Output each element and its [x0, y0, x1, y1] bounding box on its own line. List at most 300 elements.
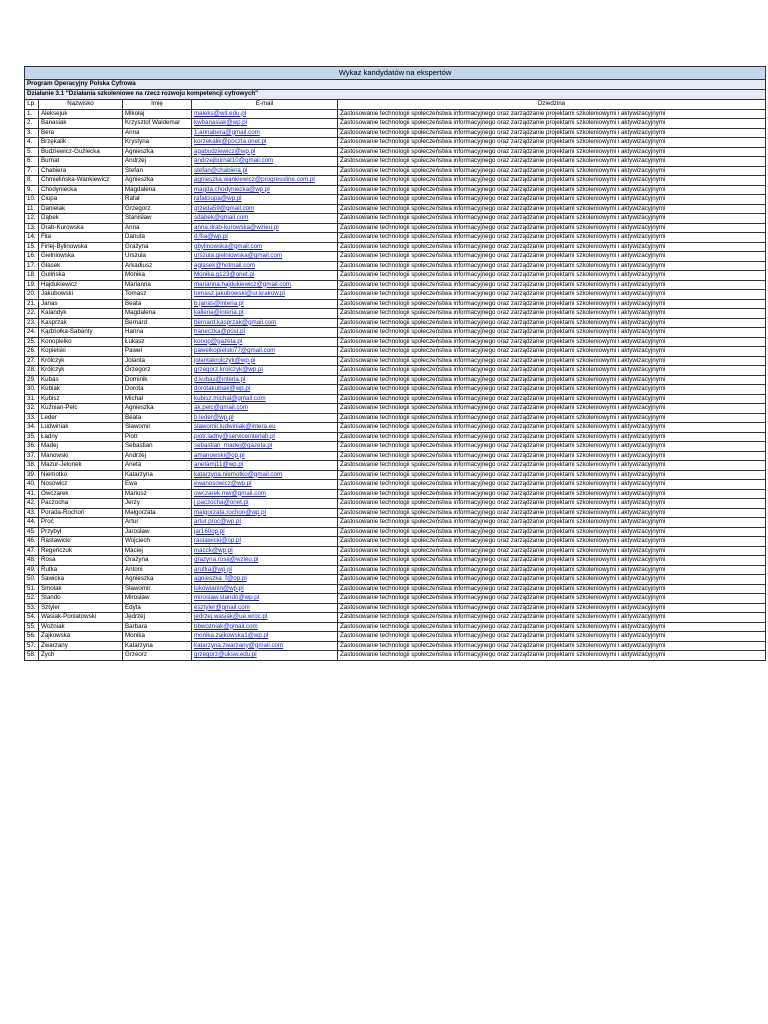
cell-first-name: Grzeorz — [123, 651, 192, 661]
cell-first-name: Jerzy — [123, 499, 192, 509]
table-row — [25, 109, 766, 119]
cell-first-name: Agnieszka — [123, 176, 192, 186]
cell-first-name: Mariusz — [123, 489, 192, 499]
cell-lp: 58. — [25, 651, 39, 661]
cell-email[interactable]: Monika.g123@onet.pl — [192, 271, 338, 281]
cell-email[interactable]: malgorzata.rochon@wp.pl — [192, 508, 338, 518]
cell-email[interactable]: katarzyna.zwarzany@gmail.com — [192, 641, 338, 651]
cell-surname: Kalandyk — [39, 309, 123, 319]
cell-surname: Kądziołka-Sabanty — [39, 328, 123, 338]
cell-surname: Jakubowski — [39, 290, 123, 300]
cell-email[interactable]: j.paczocha@onet.pl — [192, 499, 338, 509]
table-row — [25, 375, 766, 385]
cell-first-name: Artur — [123, 518, 192, 528]
table-row — [25, 337, 766, 347]
cell-field: Zastosowanie technologii społeczeństwa informacyjnego oraz zarządzanie projektami szkoleniowymi i aktywizacyjnymi — [338, 176, 766, 186]
cell-email[interactable]: haneczka@post.pl — [192, 328, 338, 338]
cell-first-name: Piotr — [123, 432, 192, 442]
cell-surname: Fila — [39, 233, 123, 243]
cell-field: Zastosowanie technologii społeczeństwa informacyjnego oraz zarządzanie projektami szkoleniowymi i aktywizacyjnymi — [338, 594, 766, 604]
cell-surname: Ludwiniak — [39, 423, 123, 433]
cell-email[interactable]: bbwozniak@gmail.com — [192, 622, 338, 632]
cell-email[interactable]: magda.chodyniecka@wp.pl — [192, 185, 338, 195]
cell-first-name: Magdalena — [123, 185, 192, 195]
cell-surname: Porada-Rochoń — [39, 508, 123, 518]
cell-surname: Bera — [39, 128, 123, 138]
cell-field: Zastosowanie technologii społeczeństwa informacyjnego oraz zarządzanie projektami szkoleniowymi i aktywizacyjnymi — [338, 242, 766, 252]
table-row — [25, 356, 766, 366]
measure-row — [25, 90, 766, 100]
cell-surname: Kubas — [39, 375, 123, 385]
cell-first-name: Paweł — [123, 347, 192, 357]
cell-first-name: Mirosław — [123, 594, 192, 604]
cell-lp: 25. — [25, 337, 39, 347]
cell-first-name: Mikołaj — [123, 109, 192, 119]
cell-field: Zastosowanie technologii społeczeństwa informacyjnego oraz zarządzanie projektami szkoleniowymi i aktywizacyjnymi — [338, 508, 766, 518]
cell-lp: 37. — [25, 451, 39, 461]
cell-surname: Zwarzany — [39, 641, 123, 651]
cell-lp: 19. — [25, 280, 39, 290]
cell-email[interactable]: bernard.kasprzak@gmail.com — [192, 318, 338, 328]
cell-surname: Konopielko — [39, 337, 123, 347]
cell-first-name: Anna — [123, 223, 192, 233]
table-row — [25, 499, 766, 509]
cell-first-name: Katarzyna — [123, 470, 192, 480]
table-row — [25, 613, 766, 623]
cell-first-name: Jarosław — [123, 527, 192, 537]
cell-first-name: Maciej — [123, 546, 192, 556]
cell-surname: Woźniak — [39, 622, 123, 632]
cell-first-name: Michał — [123, 394, 192, 404]
cell-email[interactable]: gbylinowska@gmail.com — [192, 242, 338, 252]
table-row — [25, 651, 766, 661]
document-title: Wykaz kandydatów na ekspertów — [25, 67, 766, 80]
cell-first-name: Tomasz — [123, 290, 192, 300]
table-row — [25, 594, 766, 604]
cell-first-name: Jędrzej — [123, 613, 192, 623]
cell-email[interactable]: sdabek@gmail.com — [192, 214, 338, 224]
cell-email[interactable]: grzeda59@gmail.com — [192, 204, 338, 214]
cell-field: Zastosowanie technologii społeczeństwa informacyjnego oraz zarządzanie projektami szkoleniowymi i aktywizacyjnymi — [338, 432, 766, 442]
cell-lp: 28. — [25, 366, 39, 376]
cell-field: Zastosowanie technologii społeczeństwa informacyjnego oraz zarządzanie projektami szkoleniowymi i aktywizacyjnymi — [338, 385, 766, 395]
cell-field: Zastosowanie technologii społeczeństwa informacyjnego oraz zarządzanie projektami szkoleniowymi i aktywizacyjnymi — [338, 565, 766, 575]
cell-field: Zastosowanie technologii społeczeństwa informacyjnego oraz zarządzanie projektami szkoleniowymi i aktywizacyjnymi — [338, 603, 766, 613]
cell-email[interactable]: amanowski@op.pl — [192, 451, 338, 461]
cell-email[interactable]: piotr.ladny@serviceinterlab.pl — [192, 432, 338, 442]
cell-lp: 13. — [25, 223, 39, 233]
cell-first-name: Jolanta — [123, 356, 192, 366]
cell-first-name: Edyta — [123, 603, 192, 613]
cell-lp: 29. — [25, 375, 39, 385]
cell-surname: Stando — [39, 594, 123, 604]
table-row — [25, 404, 766, 414]
table-row — [25, 480, 766, 490]
cell-lp: 7. — [25, 166, 39, 176]
cell-email[interactable]: jedrzej.wasiak@ue.wroc.pl — [192, 613, 338, 623]
cell-surname: Leder — [39, 413, 123, 423]
cell-surname: Gulińska — [39, 271, 123, 281]
cell-field: Zastosowanie technologii społeczeństwa informacyjnego oraz zarządzanie projektami szkoleniowymi i aktywizacyjnymi — [338, 527, 766, 537]
cell-email[interactable]: dorotakubiak@wp.pl — [192, 385, 338, 395]
cell-lp: 30. — [25, 385, 39, 395]
cell-email[interactable]: konop@gazeta.pl — [192, 337, 338, 347]
cell-lp: 50. — [25, 575, 39, 585]
cell-lp: 54. — [25, 613, 39, 623]
cell-surname: Nosowicz — [39, 480, 123, 490]
cell-email[interactable]: esztyler@gmail.com — [192, 603, 338, 613]
cell-surname: Chmielińska-Wankiewicz — [39, 176, 123, 186]
cell-email[interactable]: stefan@chabiera.pl — [192, 166, 338, 176]
table-row — [25, 423, 766, 433]
cell-first-name: Krystyna — [123, 138, 192, 148]
cell-surname: Gielniowska — [39, 252, 123, 262]
cell-surname: Kuźnian-Pelc — [39, 404, 123, 414]
cell-surname: Kopielski — [39, 347, 123, 357]
cell-email[interactable]: aglasek@hotmail.com — [192, 261, 338, 271]
cell-lp: 36. — [25, 442, 39, 452]
cell-email[interactable]: anna.drab-kurowska@wzieu.pl — [192, 223, 338, 233]
column-header-first-name: Imię — [123, 100, 192, 110]
cell-first-name: Barbara — [123, 622, 192, 632]
cell-surname: Danielak — [39, 204, 123, 214]
table-row — [25, 546, 766, 556]
cell-surname: Sztyler — [39, 603, 123, 613]
cell-first-name: Monika — [123, 632, 192, 642]
table-row — [25, 556, 766, 566]
cell-email[interactable]: maleks@wit.edu.pl — [192, 109, 338, 119]
cell-field: Zastosowanie technologii społeczeństwa informacyjnego oraz zarządzanie projektami szkoleniowymi i aktywizacyjnymi — [338, 299, 766, 309]
table-row — [25, 166, 766, 176]
table-row — [25, 233, 766, 243]
cell-lp: 12. — [25, 214, 39, 224]
cell-first-name: Monika — [123, 271, 192, 281]
table-row — [25, 119, 766, 129]
cell-email[interactable]: rafalciupa@wp.pl — [192, 195, 338, 205]
cell-surname: Niemotko — [39, 470, 123, 480]
cell-surname: Hajdukiewicz — [39, 280, 123, 290]
table-row — [25, 518, 766, 528]
table-row — [25, 527, 766, 537]
cell-email[interactable]: miroslaw.stando@wp.pl — [192, 594, 338, 604]
column-header-lp: Lp. — [25, 100, 39, 110]
cell-email[interactable]: anetamj11@wp.pl — [192, 461, 338, 471]
cell-email[interactable]: pawelkopielski77@gmail.com — [192, 347, 338, 357]
cell-lp: 43. — [25, 508, 39, 518]
cell-surname: Rastawicki — [39, 537, 123, 547]
cell-lp: 39. — [25, 470, 39, 480]
cell-email[interactable]: slawomir.ludwiniak@intera.eu — [192, 423, 338, 433]
cell-email[interactable]: urszula.gielniowska@gmail.com — [192, 252, 338, 262]
column-header-email: E-mail — [192, 100, 338, 110]
cell-field: Zastosowanie technologii społeczeństwa informacyjnego oraz zarządzanie projektami szkoleniowymi i aktywizacyjnymi — [338, 461, 766, 471]
table-row — [25, 565, 766, 575]
cell-email[interactable]: kwbanasiak@wp.pl — [192, 119, 338, 129]
cell-field: Zastosowanie technologii społeczeństwa informacyjnego oraz zarządzanie projektami szkoleniowymi i aktywizacyjnymi — [338, 119, 766, 129]
cell-surname: Banasiak — [39, 119, 123, 129]
cell-first-name: Anna — [123, 128, 192, 138]
table-row — [25, 138, 766, 148]
cell-field: Zastosowanie technologii społeczeństwa informacyjnego oraz zarządzanie projektami szkoleniowymi i aktywizacyjnymi — [338, 518, 766, 528]
cell-surname: Janas — [39, 299, 123, 309]
cell-lp: 45. — [25, 527, 39, 537]
table-row — [25, 394, 766, 404]
table-row — [25, 157, 766, 167]
cell-field: Zastosowanie technologii społeczeństwa informacyjnego oraz zarządzanie projektami szkoleniowymi i aktywizacyjnymi — [338, 109, 766, 119]
cell-first-name: Agnieszka — [123, 404, 192, 414]
cell-field: Zastosowanie technologii społeczeństwa informacyjnego oraz zarządzanie projektami szkoleniowymi i aktywizacyjnymi — [338, 556, 766, 566]
cell-email[interactable]: korzekalik@poczta.onet.pl — [192, 138, 338, 148]
table-row — [25, 508, 766, 518]
cell-email[interactable]: d.kubas@interia.pl — [192, 375, 338, 385]
table-row — [25, 280, 766, 290]
cell-field: Zastosowanie technologii społeczeństwa informacyjnego oraz zarządzanie projektami szkoleniowymi i aktywizacyjnymi — [338, 223, 766, 233]
cell-lp: 16. — [25, 252, 39, 262]
program-name: Program Operacyjny Polska Cyfrowa — [25, 80, 766, 90]
cell-first-name: Beata — [123, 413, 192, 423]
cell-first-name: Danuta — [123, 233, 192, 243]
cell-first-name: Dominik — [123, 375, 192, 385]
table-row — [25, 385, 766, 395]
cell-email[interactable]: jar160op.pl — [192, 527, 338, 537]
cell-field: Zastosowanie technologii społeczeństwa informacyjnego oraz zarządzanie projektami szkoleniowymi i aktywizacyjnymi — [338, 489, 766, 499]
cell-field: Zastosowanie technologii społeczeństwa informacyjnego oraz zarządzanie projektami szkoleniowymi i aktywizacyjnymi — [338, 290, 766, 300]
cell-lp: 42. — [25, 499, 39, 509]
cell-email[interactable]: kubisz.michal@gmail.com — [192, 394, 338, 404]
cell-email[interactable]: grzegorz.krolczyk@wp.pl — [192, 366, 338, 376]
cell-first-name: Urszula — [123, 252, 192, 262]
cell-lp: 32. — [25, 404, 39, 414]
cell-surname: Drab-Kurowska — [39, 223, 123, 233]
cell-surname: Madej — [39, 442, 123, 452]
cell-field: Zastosowanie technologii społeczeństwa informacyjnego oraz zarządzanie projektami szkoleniowymi i aktywizacyjnymi — [338, 204, 766, 214]
cell-lp: 15. — [25, 242, 39, 252]
cell-lp: 4. — [25, 138, 39, 148]
cell-first-name: Agnieszka — [123, 575, 192, 585]
cell-email[interactable]: andrzejburnat10@gmail.com — [192, 157, 338, 167]
table-row — [25, 347, 766, 357]
cell-field: Zastosowanie technologii społeczeństwa informacyjnego oraz zarządzanie projektami szkoleniowymi i aktywizacyjnymi — [338, 185, 766, 195]
cell-email[interactable]: tomasz.jakubowski@ur.krakow.pl — [192, 290, 338, 300]
cell-surname: Budziewicz-Guźlecka — [39, 147, 123, 157]
cell-email[interactable]: 1.annabera@gmail.com — [192, 128, 338, 138]
cell-email[interactable]: sebastian_madej@gazeta.pl — [192, 442, 338, 452]
cell-surname: Chodyniecka — [39, 185, 123, 195]
table-row — [25, 442, 766, 452]
cell-email[interactable]: agnieszka.wankiewicz@progressline.com.pl — [192, 176, 338, 186]
table-row — [25, 575, 766, 585]
cell-field: Zastosowanie technologii społeczeństwa informacyjnego oraz zarządzanie projektami szkoleniowymi i aktywizacyjnymi — [338, 442, 766, 452]
cell-first-name: Andrzej — [123, 451, 192, 461]
cell-field: Zastosowanie technologii społeczeństwa informacyjnego oraz zarządzanie projektami szkoleniowymi i aktywizacyjnymi — [338, 413, 766, 423]
table-row — [25, 632, 766, 642]
cell-surname: Burnat — [39, 157, 123, 167]
table-row — [25, 413, 766, 423]
program-row — [25, 80, 766, 90]
cell-email[interactable]: b.janas@interia.pl — [192, 299, 338, 309]
table-row — [25, 366, 766, 376]
cell-lp: 3. — [25, 128, 39, 138]
cell-lp: 57. — [25, 641, 39, 651]
table-row — [25, 641, 766, 651]
cell-surname: Dąbek — [39, 214, 123, 224]
cell-surname: Brzękalik — [39, 138, 123, 148]
table-row — [25, 537, 766, 547]
cell-field: Zastosowanie technologii społeczeństwa informacyjnego oraz zarządzanie projektami szkoleniowymi i aktywizacyjnymi — [338, 404, 766, 414]
cell-lp: 22. — [25, 309, 39, 319]
cell-surname: Królczyk — [39, 356, 123, 366]
cell-email[interactable]: rastawicki@op.pl — [192, 537, 338, 547]
cell-field: Zastosowanie technologii społeczeństwa informacyjnego oraz zarządzanie projektami szkoleniowymi i aktywizacyjnymi — [338, 499, 766, 509]
cell-first-name: Marianna — [123, 280, 192, 290]
cell-surname: Firlej-Bylinowska — [39, 242, 123, 252]
cell-email[interactable]: macck@wp.pl — [192, 546, 338, 556]
cell-field: Zastosowanie technologii społeczeństwa informacyjnego oraz zarządzanie projektami szkoleniowymi i aktywizacyjnymi — [338, 366, 766, 376]
cell-lp: 51. — [25, 584, 39, 594]
cell-email[interactable]: d.fila@wp.pl — [192, 233, 338, 243]
cell-lp: 23. — [25, 318, 39, 328]
table-row — [25, 261, 766, 271]
cell-first-name: Grażyna — [123, 556, 192, 566]
cell-email[interactable]: agabudziewicz@wp.pl — [192, 147, 338, 157]
cell-surname: Kubisz — [39, 394, 123, 404]
cell-field: Zastosowanie technologii społeczeństwa informacyjnego oraz zarządzanie projektami szkoleniowymi i aktywizacyjnymi — [338, 613, 766, 623]
cell-email[interactable]: monika.zajkowska1@wp.pl — [192, 632, 338, 642]
cell-field: Zastosowanie technologii społeczeństwa informacyjnego oraz zarządzanie projektami szkoleniowymi i aktywizacyjnymi — [338, 423, 766, 433]
cell-field: Zastosowanie technologii społeczeństwa informacyjnego oraz zarządzanie projektami szkoleniowymi i aktywizacyjnymi — [338, 157, 766, 167]
cell-email[interactable]: marianna.hajdukiewicz@gmail.com — [192, 280, 338, 290]
cell-lp: 11. — [25, 204, 39, 214]
cell-surname: Wasiak-Poniatowski — [39, 613, 123, 623]
cell-lp: 20. — [25, 290, 39, 300]
cell-surname: Owczarek — [39, 489, 123, 499]
table-row — [25, 584, 766, 594]
cell-surname: Królczyk — [39, 366, 123, 376]
cell-field: Zastosowanie technologii społeczeństwa informacyjnego oraz zarządzanie projektami szkoleniowymi i aktywizacyjnymi — [338, 575, 766, 585]
table-row — [25, 128, 766, 138]
cell-email[interactable]: grzegorz@uksw.edu.pl — [192, 651, 338, 661]
cell-surname: Mazur-Jelonek — [39, 461, 123, 471]
cell-field: Zastosowanie technologii społeczeństwa informacyjnego oraz zarządzanie projektami szkoleniowymi i aktywizacyjnymi — [338, 128, 766, 138]
cell-field: Zastosowanie technologii społeczeństwa informacyjnego oraz zarządzanie projektami szkoleniowymi i aktywizacyjnymi — [338, 641, 766, 651]
cell-first-name: Bernard — [123, 318, 192, 328]
table-row — [25, 290, 766, 300]
column-header-field: Dziedzina — [338, 100, 766, 110]
cell-field: Zastosowanie technologii społeczeństwa informacyjnego oraz zarządzanie projektami szkoleniowymi i aktywizacyjnymi — [338, 537, 766, 547]
cell-lp: 34. — [25, 423, 39, 433]
cell-field: Zastosowanie technologii społeczeństwa informacyjnego oraz zarządzanie projektami szkoleniowymi i aktywizacyjnymi — [338, 233, 766, 243]
cell-email[interactable]: ewanosowicz@wp.pl — [192, 480, 338, 490]
cell-email[interactable]: lukowianin@wp.pl — [192, 584, 338, 594]
cell-first-name: Stefan — [123, 166, 192, 176]
cell-lp: 9. — [25, 185, 39, 195]
cell-lp: 14. — [25, 233, 39, 243]
cell-lp: 17. — [25, 261, 39, 271]
cell-field: Zastosowanie technologii społeczeństwa informacyjnego oraz zarządzanie projektami szkoleniowymi i aktywizacyjnymi — [338, 651, 766, 661]
cell-field: Zastosowanie technologii społeczeństwa informacyjnego oraz zarządzanie projektami szkoleniowymi i aktywizacyjnymi — [338, 470, 766, 480]
cell-lp: 18. — [25, 271, 39, 281]
cell-surname: Sawicka — [39, 575, 123, 585]
cell-field: Zastosowanie technologii społeczeństwa informacyjnego oraz zarządzanie projektami szkoleniowymi i aktywizacyjnymi — [338, 166, 766, 176]
cell-first-name: Grzegorz — [123, 366, 192, 376]
cell-lp: 41. — [25, 489, 39, 499]
cell-field: Zastosowanie technologii społeczeństwa informacyjnego oraz zarządzanie projektami szkoleniowymi i aktywizacyjnymi — [338, 280, 766, 290]
cell-email[interactable]: owczarek.mw@gmail.com — [192, 489, 338, 499]
cell-first-name: Łukasz — [123, 337, 192, 347]
cell-lp: 47. — [25, 546, 39, 556]
table-row — [25, 432, 766, 442]
cell-lp: 33. — [25, 413, 39, 423]
table-row — [25, 299, 766, 309]
cell-lp: 26. — [25, 347, 39, 357]
cell-surname: Przybył — [39, 527, 123, 537]
cell-field: Zastosowanie technologii społeczeństwa informacyjnego oraz zarządzanie projektami szkoleniowymi i aktywizacyjnymi — [338, 337, 766, 347]
cell-surname: Ciupa — [39, 195, 123, 205]
cell-lp: 2. — [25, 119, 39, 129]
table-row — [25, 489, 766, 499]
cell-first-name: Grzegorz — [123, 204, 192, 214]
cell-field: Zastosowanie technologii społeczeństwa informacyjnego oraz zarządzanie projektami szkoleniowymi i aktywizacyjnymi — [338, 394, 766, 404]
cell-field: Zastosowanie technologii społeczeństwa informacyjnego oraz zarządzanie projektami szkoleniowymi i aktywizacyjnymi — [338, 309, 766, 319]
cell-lp: 52. — [25, 594, 39, 604]
cell-surname: Aleksejuk — [39, 109, 123, 119]
cell-lp: 55. — [25, 622, 39, 632]
cell-lp: 53. — [25, 603, 39, 613]
cell-first-name: Magdalena — [123, 309, 192, 319]
cell-field: Zastosowanie technologii społeczeństwa informacyjnego oraz zarządzanie projektami szkoleniowymi i aktywizacyjnymi — [338, 356, 766, 366]
cell-email[interactable]: kallena@interia.pl — [192, 309, 338, 319]
table-row — [25, 603, 766, 613]
cell-surname: Smolak — [39, 584, 123, 594]
cell-first-name: Grażyna — [123, 242, 192, 252]
cell-email[interactable]: agnieszka_f@op.pl — [192, 575, 338, 585]
cell-email[interactable]: arutka@wp.pl — [192, 565, 338, 575]
table-row — [25, 176, 766, 186]
table-row — [25, 147, 766, 157]
cell-first-name: Sebastian — [123, 442, 192, 452]
cell-email[interactable]: jolantakrolczyk@wp.pl — [192, 356, 338, 366]
cell-surname: Kubiak — [39, 385, 123, 395]
table-row — [25, 214, 766, 224]
cell-surname: Ładny — [39, 432, 123, 442]
table-row — [25, 328, 766, 338]
cell-field: Zastosowanie technologii społeczeństwa informacyjnego oraz zarządzanie projektami szkoleniowymi i aktywizacyjnymi — [338, 347, 766, 357]
column-header-surname: Nazwisko — [39, 100, 123, 110]
cell-email[interactable]: ak.pelc@gmail.com — [192, 404, 338, 414]
cell-first-name: Krzysztof Waldemar — [123, 119, 192, 129]
cell-field: Zastosowanie technologii społeczeństwa informacyjnego oraz zarządzanie projektami szkoleniowymi i aktywizacyjnymi — [338, 147, 766, 157]
cell-surname: Regeńczuk — [39, 546, 123, 556]
cell-lp: 31. — [25, 394, 39, 404]
cell-field: Zastosowanie technologii społeczeństwa informacyjnego oraz zarządzanie projektami szkoleniowymi i aktywizacyjnymi — [338, 252, 766, 262]
cell-first-name: Katarzyna — [123, 641, 192, 651]
cell-field: Zastosowanie technologii społeczeństwa informacyjnego oraz zarządzanie projektami szkoleniowymi i aktywizacyjnymi — [338, 584, 766, 594]
cell-email[interactable]: artur.proc@wp.pl — [192, 518, 338, 528]
cell-lp: 24. — [25, 328, 39, 338]
cell-field: Zastosowanie technologii społeczeństwa informacyjnego oraz zarządzanie projektami szkoleniowymi i aktywizacyjnymi — [338, 138, 766, 148]
cell-field: Zastosowanie technologii społeczeństwa informacyjnego oraz zarządzanie projektami szkoleniowymi i aktywizacyjnymi — [338, 328, 766, 338]
table-row — [25, 461, 766, 471]
cell-first-name: Aneta — [123, 461, 192, 471]
cell-lp: 6. — [25, 157, 39, 167]
cell-first-name: Rafał — [123, 195, 192, 205]
cell-email[interactable]: b.leder@wp.pl — [192, 413, 338, 423]
cell-email[interactable]: grazyna.rosa@wzieu.pl — [192, 556, 338, 566]
table-row — [25, 242, 766, 252]
cell-email[interactable]: katarzyna.niemotko@gmail.com — [192, 470, 338, 480]
cell-surname: Paczocha — [39, 499, 123, 509]
cell-field: Zastosowanie technologii społeczeństwa informacyjnego oraz zarządzanie projektami szkoleniowymi i aktywizacyjnymi — [338, 271, 766, 281]
